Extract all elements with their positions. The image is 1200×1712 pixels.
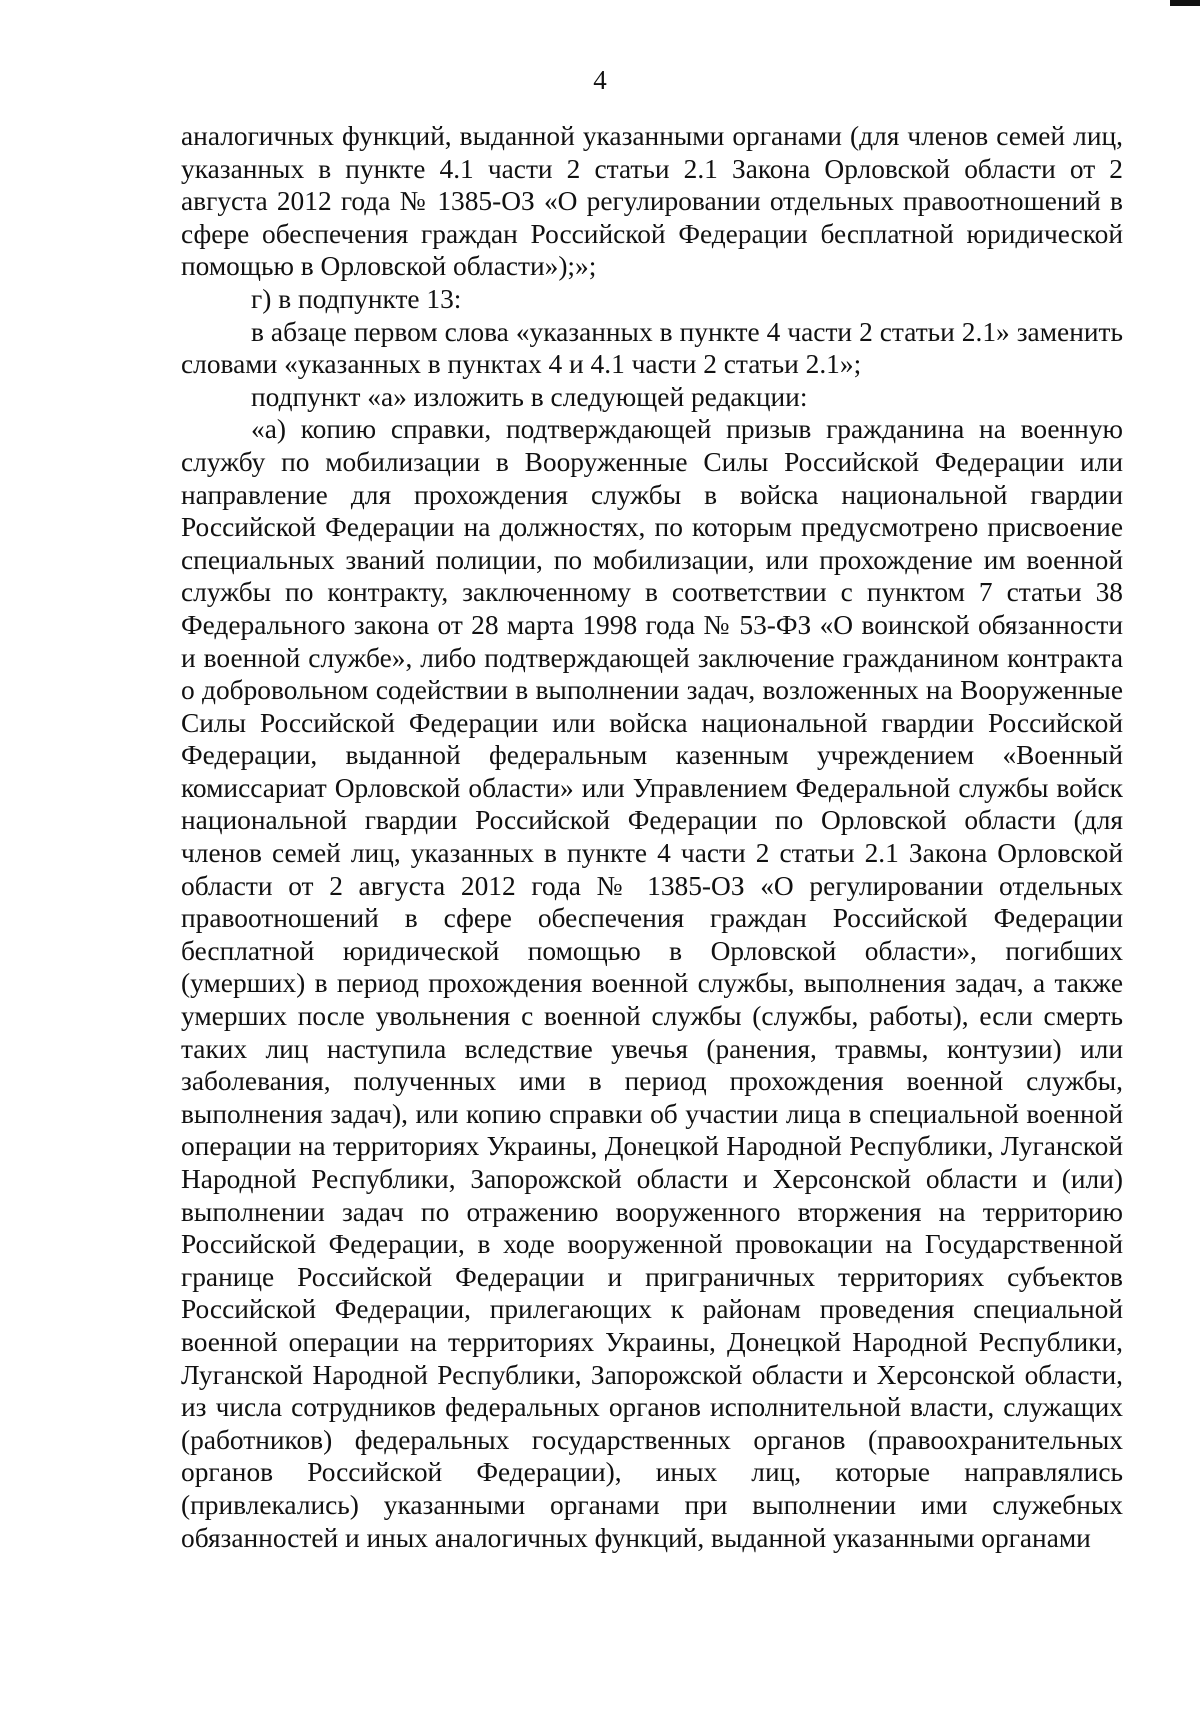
paragraph-subitem-a-text: «а) копию справки, подтверждающей призыв гражданина на военную службу по мобилизации в Вооруженные Силы Российской Федерации или направление для прохождения службы в войска национальной гвардии Российской Федерации на должностях, по которым предусмотрено присвоение специальных званий полиции, по мобилизации, или прохождение им военной службы по контракту, заключенному в соответствии с пунктом 7 статьи 38 Федерального закона от 28 марта 1998 года № 53-ФЗ «О воинской обязанности и военной службе», либо подтверждающей заключение гражданином контракта о добровольном содействии в выполнении задач, возложенных на Вооруженные Силы Российской Федерации или войска национальной гвардии Российской Федерации, выданной федеральным казенным учреждением «Военный комиссариат Орловской области» или Управлением Федеральной службы войск национальной гвардии Российской Федерации по Орловской области (для членов семей лиц, указанных в пункте 4 части 2 статьи 2.1 Закона Орловской области от 2 августа 2012 года № 1385-ОЗ «О регулировании отдельных правоотношений в сфере обеспечения граждан Российской Федерации бесплатной юридической помощью в Орловской области», погибших (умерших) в период прохождения военной службы, выполнения задач, а также умерших после увольнения с военной службы (службы, работы), если смерть таких лиц наступила вследствие увечья (ранения, травмы, контузии) или заболевания, полученных ими в период прохождения военной службы, выполнения задач), или копию справки об участии лица в специальной военной операции на территориях Украины, Донецкой Народной Республики, Луганской Народной Республики, Запорожской области и Херсонской области и (или) выполнении задач по отражению вооруженного вторжения на территорию Российской Федерации, в ходе вооруженной провокации на Государственной границе Российской Федерации и приграничных территориях субъектов Российской Федерации, прилегающих к районам проведения специальной военной операции на территориях Украины, Донецкой Народной Республики, Луганской Народной Республики, Запорожской области и Херсонской области, из числа сотрудников федеральных органов исполнительной власти, служащих (работников) федеральных государственных органов (правоохранительных органов Российской Федерации), иных лиц, которые направлялись (привлекались) указанными органами при выполнении ими служебных обязанностей и иных аналогичных функций, выданной указанными органами xyxy=(181,414,1123,1553)
scan-edge-mark xyxy=(1170,0,1200,6)
page-number: 4 xyxy=(593,65,607,95)
document-body xyxy=(181,120,1123,1554)
paragraph-first-abzac-change: в абзаце первом слова «указанных в пункте 4 части 2 статьи 2.1» заменить словами «указанных в пунктах 4 и 4.1 части 2 статьи 2.1»; xyxy=(181,316,1123,380)
paragraph-subitem-a-intro: подпункт «а» изложить в следующей редакции: xyxy=(251,381,808,412)
paragraph-subitem-g: г) в подпункте 13: xyxy=(251,283,462,314)
paragraph-continuation: аналогичных функций, выданной указанными органами (для членов семей лиц, указанных в пункте 4.1 части 2 статьи 2.1 Закона Орловской области от 2 августа 2012 года № 1385-ОЗ «О регулировании отдельных правоотношений в сфере обеспечения граждан Российской Федерации бесплатной юридической помощью в Орловской области»);»; xyxy=(181,121,1123,282)
